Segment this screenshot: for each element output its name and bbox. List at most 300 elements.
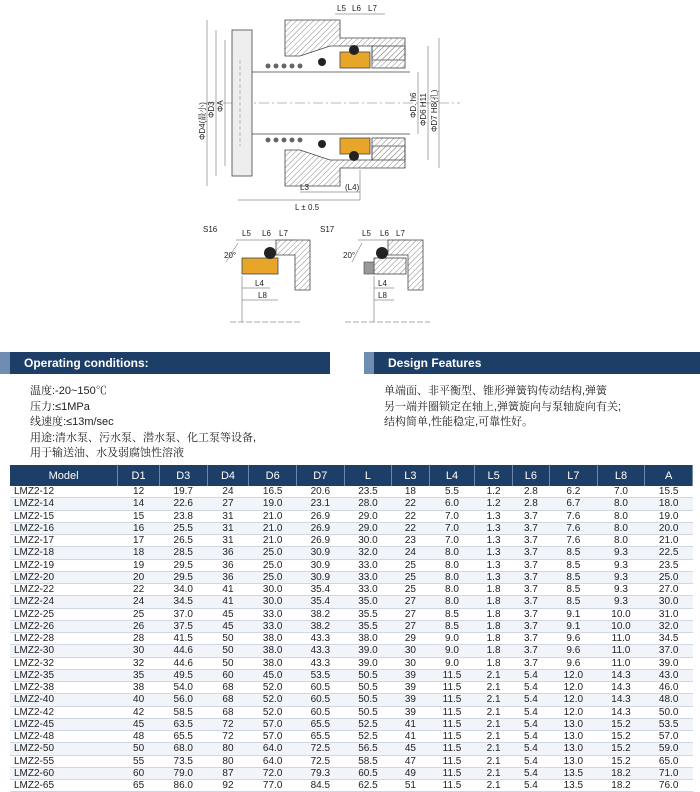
table-cell: 10.0	[597, 620, 645, 632]
table-cell: 25	[392, 584, 429, 596]
column-header-l: L	[344, 465, 392, 486]
table-cell: 5.4	[512, 706, 549, 718]
table-cell: 5.4	[512, 780, 549, 792]
table-cell: 15.2	[597, 718, 645, 730]
column-header-a: A	[645, 465, 693, 486]
table-cell: 37.0	[159, 608, 207, 620]
table-cell: 46.0	[645, 682, 693, 694]
table-cell: LMZ2-38	[10, 682, 118, 694]
table-cell: 45	[207, 608, 249, 620]
s17-l4: L4	[378, 279, 387, 288]
table-cell: 18.0	[645, 498, 693, 510]
table-cell: 57.0	[645, 731, 693, 743]
table-cell: 3.7	[512, 620, 549, 632]
table-cell: 9.0	[429, 645, 475, 657]
table-cell: LMZ2-16	[10, 522, 118, 534]
table-cell: 27	[392, 620, 429, 632]
table-cell: 1.2	[475, 486, 512, 498]
table-cell: 37.5	[159, 620, 207, 632]
table-cell: 35.5	[344, 608, 392, 620]
table-cell: 50	[118, 743, 160, 755]
table-cell: 48	[118, 731, 160, 743]
table-cell: 2.1	[475, 669, 512, 681]
table-row	[10, 767, 693, 779]
table-cell: 18.2	[597, 767, 645, 779]
label-l7: L7	[368, 4, 377, 13]
table-cell: 31	[207, 535, 249, 547]
table-row	[10, 731, 693, 743]
table-cell: LMZ2-40	[10, 694, 118, 706]
table-cell: 80	[207, 755, 249, 767]
table-cell: 15.2	[597, 731, 645, 743]
table-cell: 39	[392, 682, 429, 694]
table-cell: 60	[207, 669, 249, 681]
table-cell: 38.2	[296, 608, 344, 620]
table-cell: LMZ2-20	[10, 571, 118, 583]
table-cell: LMZ2-50	[10, 743, 118, 755]
s16-detail-view	[203, 225, 310, 322]
table-cell: 18	[392, 486, 429, 498]
table-cell: 1.3	[475, 535, 512, 547]
table-cell: 3.7	[512, 584, 549, 596]
table-cell: 3.7	[512, 535, 549, 547]
table-cell: LMZ2-25	[10, 608, 118, 620]
table-cell: LMZ2-65	[10, 780, 118, 792]
table-cell: 5.4	[512, 767, 549, 779]
column-header-d1: D1	[118, 465, 160, 486]
table-cell: 3.7	[512, 608, 549, 620]
table-cell: 27	[392, 608, 429, 620]
table-cell: 14.3	[597, 706, 645, 718]
table-cell: 8.5	[429, 620, 475, 632]
table-cell: 45	[207, 620, 249, 632]
table-cell: 11.0	[597, 645, 645, 657]
column-header-l6: L6	[512, 465, 549, 486]
column-header-l5: L5	[475, 465, 512, 486]
table-cell: 9.3	[597, 596, 645, 608]
table-cell: 9.6	[550, 657, 598, 669]
table-cell: 34.0	[159, 584, 207, 596]
table-cell: 7.6	[550, 535, 598, 547]
table-cell: 43.3	[296, 657, 344, 669]
table-cell: 30.9	[296, 559, 344, 571]
table-cell: 11.5	[429, 743, 475, 755]
s16-l7: L7	[279, 229, 288, 238]
table-cell: 38.0	[249, 657, 297, 669]
table-cell: 30	[118, 645, 160, 657]
s17-l5: L5	[362, 229, 371, 238]
table-cell: 21.0	[249, 522, 297, 534]
table-cell: 72	[207, 731, 249, 743]
table-cell: 8.5	[429, 608, 475, 620]
table-cell: 22	[392, 498, 429, 510]
table-cell: 18.2	[597, 780, 645, 792]
table-cell: 72.5	[296, 755, 344, 767]
table-cell: 16	[118, 522, 160, 534]
table-cell: LMZ2-14	[10, 498, 118, 510]
table-row	[10, 522, 693, 534]
table-cell: 50.5	[344, 669, 392, 681]
table-cell: 33.0	[344, 571, 392, 583]
table-cell: 38.0	[344, 633, 392, 645]
table-cell: 29.0	[344, 522, 392, 534]
s16-l4: L4	[255, 279, 264, 288]
table-cell: 30.9	[296, 547, 344, 559]
table-cell: 14.3	[597, 669, 645, 681]
table-cell: 33.0	[344, 584, 392, 596]
table-cell: 60	[118, 767, 160, 779]
table-cell: 35.5	[344, 620, 392, 632]
table-cell: 36	[207, 559, 249, 571]
table-cell: 35.4	[296, 596, 344, 608]
table-cell: 65.5	[296, 718, 344, 730]
label-d-h6: ΦD. h6	[409, 92, 418, 118]
table-cell: 30.0	[249, 584, 297, 596]
table-cell: 3.7	[512, 547, 549, 559]
table-row	[10, 669, 693, 681]
table-cell: LMZ2-17	[10, 535, 118, 547]
table-cell: 32.0	[344, 547, 392, 559]
condition-line: 用途:清水泵、污水泵、潜水泵、化工泵等设备,	[30, 431, 257, 444]
s16-l8: L8	[258, 291, 267, 300]
s16-l6: L6	[262, 229, 271, 238]
table-cell: 9.3	[597, 547, 645, 559]
table-cell: 1.8	[475, 645, 512, 657]
table-cell: 44.6	[159, 657, 207, 669]
table-cell: 68.0	[159, 743, 207, 755]
table-cell: 33.0	[344, 559, 392, 571]
table-cell: 1.3	[475, 522, 512, 534]
table-cell: 12.0	[550, 669, 598, 681]
table-cell: 8.0	[429, 559, 475, 571]
table-cell: 25	[392, 571, 429, 583]
table-cell: 15	[118, 510, 160, 522]
table-row	[10, 608, 693, 620]
column-header-l4: L4	[429, 465, 475, 486]
column-header-d7: D7	[296, 465, 344, 486]
table-cell: 11.5	[429, 682, 475, 694]
table-cell: LMZ2-42	[10, 706, 118, 718]
table-cell: 40	[118, 694, 160, 706]
table-cell: 20.0	[645, 522, 693, 534]
table-cell: 37.0	[645, 645, 693, 657]
table-cell: 26.9	[296, 522, 344, 534]
table-cell: 52.0	[249, 706, 297, 718]
table-cell: 9.3	[597, 571, 645, 583]
s17-detail-view	[320, 225, 430, 322]
table-cell: 19.0	[645, 510, 693, 522]
table-cell: 28	[118, 633, 160, 645]
operating-conditions-text	[30, 384, 256, 462]
column-header-d4: D4	[207, 465, 249, 486]
table-cell: 6.0	[429, 498, 475, 510]
table-row	[10, 547, 693, 559]
table-cell: 25.5	[159, 522, 207, 534]
condition-line: 温度:-20~150℃	[30, 385, 107, 397]
table-cell: 13.0	[550, 743, 598, 755]
technical-drawing	[0, 0, 700, 340]
table-cell: 25.0	[645, 571, 693, 583]
table-cell: 45.0	[249, 669, 297, 681]
table-cell: 8.5	[550, 596, 598, 608]
table-cell: 1.3	[475, 571, 512, 583]
table-row	[10, 486, 693, 498]
table-cell: 8.5	[550, 584, 598, 596]
table-cell: 25.0	[249, 559, 297, 571]
table-cell: 7.6	[550, 510, 598, 522]
spec-table-body	[10, 486, 693, 792]
table-cell: LMZ2-22	[10, 584, 118, 596]
table-cell: 62.5	[344, 780, 392, 792]
table-cell: 15.2	[597, 743, 645, 755]
table-cell: 57.0	[249, 718, 297, 730]
table-cell: 3.7	[512, 596, 549, 608]
table-cell: 13.0	[550, 731, 598, 743]
table-cell: 3.7	[512, 633, 549, 645]
table-row	[10, 510, 693, 522]
table-row	[10, 694, 693, 706]
table-cell: 49.5	[159, 669, 207, 681]
table-cell: 31.0	[645, 608, 693, 620]
table-cell: 7.6	[550, 522, 598, 534]
table-cell: 3.7	[512, 522, 549, 534]
table-cell: 23.5	[344, 486, 392, 498]
table-cell: 1.3	[475, 510, 512, 522]
table-row	[10, 780, 693, 792]
table-cell: 20	[118, 571, 160, 583]
table-cell: 17	[118, 535, 160, 547]
s17-angle: 20°	[343, 251, 356, 260]
table-cell: 25.0	[249, 547, 297, 559]
table-cell: 26.9	[296, 535, 344, 547]
table-cell: 33.0	[249, 620, 297, 632]
table-cell: 22	[392, 510, 429, 522]
table-cell: 2.1	[475, 718, 512, 730]
table-cell: 2.1	[475, 731, 512, 743]
table-cell: 52.0	[249, 694, 297, 706]
table-cell: 5.4	[512, 669, 549, 681]
table-cell: 8.5	[550, 571, 598, 583]
table-cell: 2.1	[475, 755, 512, 767]
table-cell: 5.4	[512, 718, 549, 730]
table-cell: 11.5	[429, 694, 475, 706]
table-cell: 12.0	[550, 694, 598, 706]
table-cell: 9.0	[429, 657, 475, 669]
table-row	[10, 620, 693, 632]
label-d3: ΦD3	[207, 101, 216, 118]
table-cell: 24	[207, 486, 249, 498]
table-cell: 30	[392, 657, 429, 669]
table-cell: 22.6	[159, 498, 207, 510]
table-cell: LMZ2-60	[10, 767, 118, 779]
table-cell: 86.0	[159, 780, 207, 792]
table-cell: 11.5	[429, 706, 475, 718]
table-cell: 1.8	[475, 584, 512, 596]
table-cell: 72	[207, 718, 249, 730]
table-cell: LMZ2-32	[10, 657, 118, 669]
table-cell: 2.1	[475, 743, 512, 755]
table-cell: 9.6	[550, 645, 598, 657]
table-cell: 65	[118, 780, 160, 792]
table-cell: 1.8	[475, 596, 512, 608]
table-cell: LMZ2-30	[10, 645, 118, 657]
table-cell: 64.0	[249, 743, 297, 755]
table-cell: 15.2	[597, 755, 645, 767]
table-cell: 68	[207, 682, 249, 694]
table-cell: 2.8	[512, 498, 549, 510]
table-row	[10, 571, 693, 583]
table-cell: 20.6	[296, 486, 344, 498]
column-header-d3: D3	[159, 465, 207, 486]
table-cell: 7.0	[429, 522, 475, 534]
table-cell: 39	[392, 706, 429, 718]
table-cell: 77.0	[249, 780, 297, 792]
table-cell: 5.4	[512, 694, 549, 706]
table-cell: 2.8	[512, 486, 549, 498]
table-row	[10, 633, 693, 645]
table-cell: 12	[118, 486, 160, 498]
table-cell: 5.4	[512, 682, 549, 694]
table-cell: 21.0	[645, 535, 693, 547]
table-row	[10, 645, 693, 657]
table-cell: 19	[118, 559, 160, 571]
table-cell: 36	[207, 547, 249, 559]
table-cell: 65.5	[159, 731, 207, 743]
table-cell: 9.3	[597, 559, 645, 571]
table-cell: 11.5	[429, 780, 475, 792]
table-cell: 32	[118, 657, 160, 669]
table-cell: 79.3	[296, 767, 344, 779]
table-cell: 14.3	[597, 682, 645, 694]
table-cell: 15.5	[645, 486, 693, 498]
table-cell: 1.8	[475, 608, 512, 620]
table-cell: 10.0	[597, 608, 645, 620]
table-cell: 43.3	[296, 645, 344, 657]
spec-table	[10, 465, 693, 792]
table-cell: LMZ2-15	[10, 510, 118, 522]
table-cell: 3.7	[512, 571, 549, 583]
table-row	[10, 755, 693, 767]
table-cell: 79.0	[159, 767, 207, 779]
operating-conditions-banner: Operating conditions:	[0, 352, 330, 374]
table-cell: 29.5	[159, 571, 207, 583]
label-l3: L3	[300, 183, 309, 192]
table-cell: 41	[392, 731, 429, 743]
table-cell: 8.5	[550, 547, 598, 559]
table-cell: 13.0	[550, 755, 598, 767]
table-cell: 29	[392, 633, 429, 645]
table-cell: 49	[392, 767, 429, 779]
table-cell: 25	[392, 559, 429, 571]
table-cell: 23	[392, 535, 429, 547]
table-cell: 65.0	[645, 755, 693, 767]
table-cell: 60.5	[296, 694, 344, 706]
table-cell: 73.5	[159, 755, 207, 767]
table-cell: 53.5	[645, 718, 693, 730]
table-cell: 3.7	[512, 510, 549, 522]
table-cell: 12.0	[550, 682, 598, 694]
table-cell: 6.7	[550, 498, 598, 510]
table-cell: 60.5	[296, 682, 344, 694]
table-cell: 21.0	[249, 510, 297, 522]
table-cell: 26.9	[296, 510, 344, 522]
table-cell: 60.5	[344, 767, 392, 779]
main-section-view	[197, 4, 460, 212]
table-cell: 76.0	[645, 780, 693, 792]
s16-title: S16	[203, 225, 218, 234]
table-cell: 39.0	[344, 645, 392, 657]
table-cell: 12.0	[550, 706, 598, 718]
table-cell: 18	[118, 547, 160, 559]
table-cell: 45	[392, 743, 429, 755]
table-cell: 50	[207, 657, 249, 669]
table-cell: 42	[118, 706, 160, 718]
table-cell: 50	[207, 633, 249, 645]
table-cell: 52.0	[249, 682, 297, 694]
label-d7-h8: ΦD7 H8(孔)	[430, 89, 439, 132]
table-cell: 35.0	[344, 596, 392, 608]
s17-l8: L8	[378, 291, 387, 300]
table-cell: 38.2	[296, 620, 344, 632]
table-cell: 2.1	[475, 767, 512, 779]
table-cell: 8.0	[597, 522, 645, 534]
table-cell: 52.5	[344, 718, 392, 730]
s16-l5: L5	[242, 229, 251, 238]
table-cell: 1.8	[475, 620, 512, 632]
table-cell: 28.0	[344, 498, 392, 510]
table-cell: 2.1	[475, 694, 512, 706]
table-cell: 29.5	[159, 559, 207, 571]
table-cell: 30	[392, 645, 429, 657]
table-cell: 84.5	[296, 780, 344, 792]
table-cell: 53.5	[296, 669, 344, 681]
table-cell: 57.0	[249, 731, 297, 743]
table-cell: 14	[118, 498, 160, 510]
table-cell: 8.0	[429, 547, 475, 559]
table-cell: 13.5	[550, 780, 598, 792]
table-cell: 34.5	[159, 596, 207, 608]
table-cell: 36	[207, 571, 249, 583]
feature-line: 结构简单,性能稳定,可靠性好。	[384, 416, 534, 428]
label-l: L ± 0.5	[295, 203, 320, 212]
label-l4: (L4)	[345, 183, 360, 192]
table-cell: 8.0	[597, 510, 645, 522]
table-cell: 8.0	[429, 584, 475, 596]
table-cell: 58.5	[344, 755, 392, 767]
table-cell: 14.3	[597, 694, 645, 706]
table-cell: LMZ2-35	[10, 669, 118, 681]
spec-table-header-row	[10, 465, 693, 486]
table-cell: 22	[392, 522, 429, 534]
table-cell: 22.5	[645, 547, 693, 559]
table-cell: 8.0	[597, 498, 645, 510]
table-cell: LMZ2-48	[10, 731, 118, 743]
table-row	[10, 498, 693, 510]
table-cell: 11.5	[429, 767, 475, 779]
table-cell: 24	[118, 596, 160, 608]
table-cell: 59.0	[645, 743, 693, 755]
table-cell: 11.5	[429, 731, 475, 743]
table-row	[10, 584, 693, 596]
table-cell: 19.7	[159, 486, 207, 498]
table-cell: 9.0	[429, 633, 475, 645]
table-row	[10, 743, 693, 755]
table-cell: 9.3	[597, 584, 645, 596]
condition-line: 用于输送油、水及弱腐蚀性溶液	[30, 447, 184, 459]
table-cell: LMZ2-19	[10, 559, 118, 571]
table-cell: 50.5	[344, 682, 392, 694]
table-cell: 2.1	[475, 706, 512, 718]
